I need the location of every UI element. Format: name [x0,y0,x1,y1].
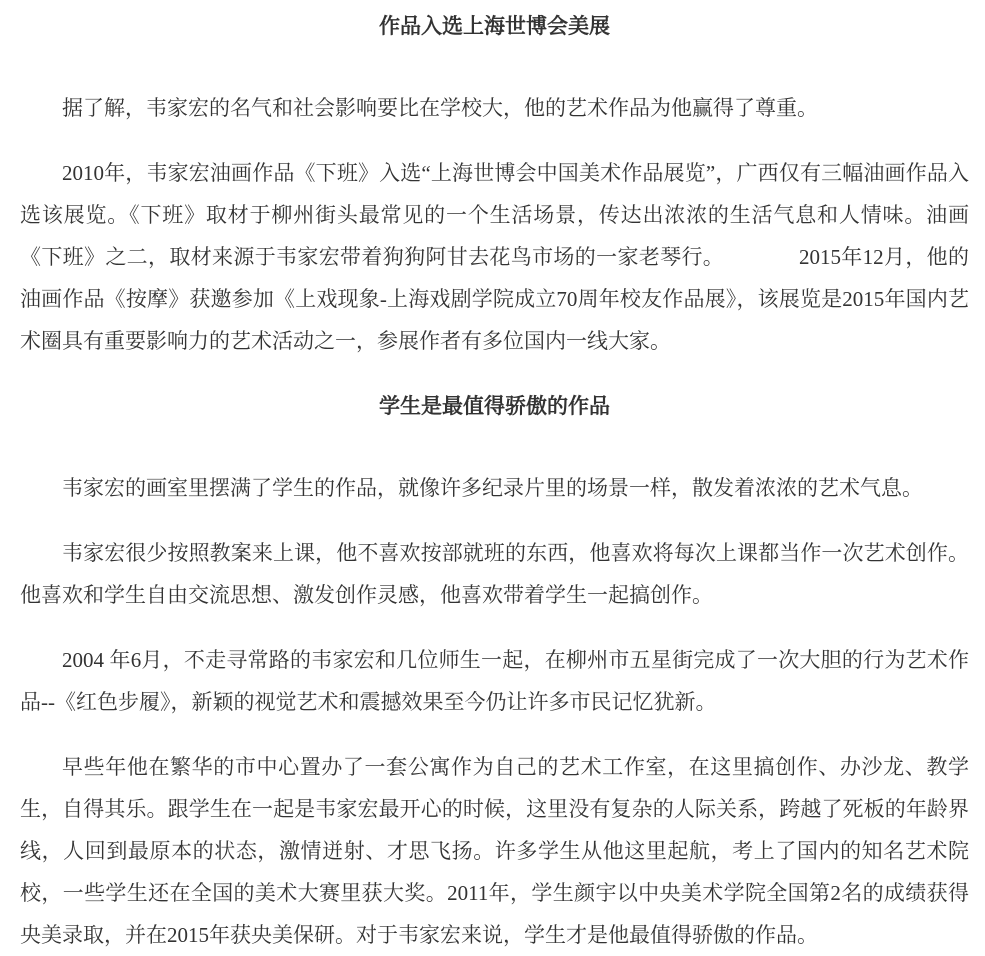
paragraph-performance-art: 2004 年6月，不走寻常路的韦家宏和几位师生一起，在柳州市五星街完成了一次大胆的行为艺术作品--《红色步履》，新颖的视觉艺术和震撼效果至今仍让许多市民记忆犹新。 [20,648,969,714]
paragraph-studio: 韦家宏的画室里摆满了学生的作品，就像许多纪录片里的场景一样，散发着浓浓的艺术气息。 [62,476,923,500]
paragraph-students-achievements: 早些年他在繁华的市中心置办了一套公寓作为自己的艺术工作室，在这里搞创作、办沙龙、教学生，自得其乐。跟学生在一起是韦家宏最开心的时候，这里没有复杂的人际关系，跨越了死板的年龄界线，人回到最原本的状态，激情迸射、才思飞扬。许多学生从他这里起航，考上了国内的知名艺术院校，一些学生还在全国的美术大赛里获大奖。2011年，学生颜宇以中央美术学院全国第2名的成绩获得央美录取，并在2015年获央美保研。对于韦家宏来说，学生才是他最值得骄傲的作品。 [20,755,969,947]
heading-students-pride: 学生是最值得骄傲的作品 [379,394,610,418]
paragraph-reputation: 据了解，韦家宏的名气和社会影响要比在学校大，他的艺术作品为他赢得了尊重。 [62,96,818,120]
paragraph-teaching-style: 韦家宏很少按照教案来上课，他不喜欢按部就班的东西，他喜欢将每次上课都当作一次艺术创作。他喜欢和学生自由交流思想、激发创作灵感，他喜欢带着学生一起搞创作。 [20,541,969,607]
paragraph-expo-2010: 2010年，韦家宏油画作品《下班》入选“上海世博会中国美术作品展览”，广西仅有三幅油画作品入选该展览。《下班》取材于柳州街头最常见的一个生活场景，传达出浓浓的生活气息和人情味。油画《下班》之二，取材来源于韦家宏带着狗狗阿甘去花鸟市场的一家老琴行。 2015年12月，他的油画作品《按摩》获邀参加《上戏现象-上海戏剧学院成立70周年校友作品展》，该展览是2015年国内艺术圈具有重要影响力的艺术活动之一，参展作者有多位国内一线大家。 [20,161,969,353]
heading-expo-exhibition: 作品入选上海世博会美展 [379,14,610,38]
